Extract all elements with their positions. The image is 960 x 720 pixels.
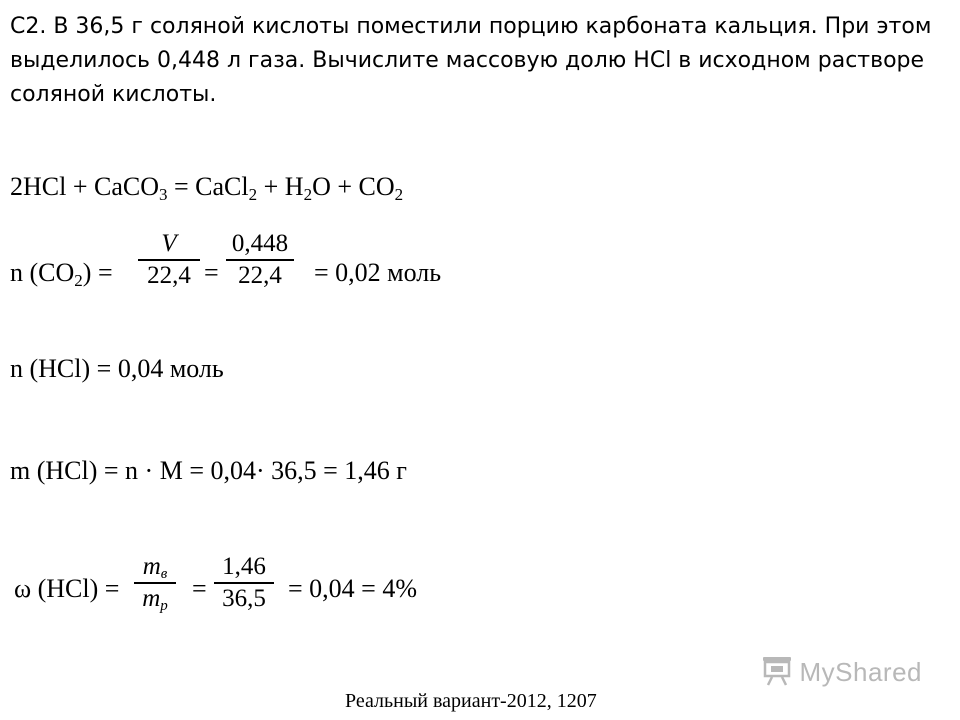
presentation-board-icon [760,654,794,691]
n-hcl-line: n (HCl) = 0,04 моль [10,354,224,383]
equation-part: + H [257,172,304,201]
source-caption: Реальный вариант-2012, 1207 [345,690,597,712]
mass-symbol: m [142,584,161,612]
formula-subscript: 2 [74,271,83,290]
equation-part: = CaCl [167,172,249,201]
fraction-denominator: 22,4 [147,261,191,289]
formula-part: n (CO [10,258,75,287]
reaction-equation [10,172,403,202]
equals-sign: = [192,574,207,603]
equation-subscript: 2 [303,185,313,204]
fraction-denominator: 22,4 [238,261,282,289]
myshared-logo [760,654,923,690]
n-co2-lhs [10,258,113,288]
fraction-numerator [134,552,176,582]
m-hcl-line: m (HCl) = n · M = 0,04· 36,5 = 1,46 г [10,456,407,485]
fraction-numerator: 0,448 [231,230,289,257]
omega-lhs: ω (HCl) = [14,574,120,603]
equation-part: O + CO [312,172,395,201]
equation-part: 2HCl + CaCO [10,172,160,201]
n-co2-result: = 0,02 моль [314,258,442,287]
equals-sign: = [204,258,219,287]
mass-symbol: m [142,553,161,580]
problem-statement: С2. В 36,5 г соляной кислоты поместили порцию карбоната кальция. При этом выделилось 0,448 л газа. Вычислите массовую долю HCl в исходном растворе соляной кислоты. [10,14,932,107]
omega-result: = 0,04 = 4% [288,574,417,603]
fraction-146-over-365 [214,552,274,614]
fraction-v-over-22-4 [138,229,200,291]
formula-part: ) = [82,258,113,287]
equation-subscript: 2 [248,185,258,204]
mass-subscript: в [160,566,168,582]
fraction-mass-ratio [134,552,176,614]
fraction-numerator: V [161,230,177,257]
equation-subscript: 2 [394,185,404,204]
fraction-numerator: 1,46 [222,553,266,580]
mass-subscript: р [160,597,168,614]
logo-text: MyShared [799,656,922,687]
fraction-0448-over-22-4 [226,229,294,291]
equation-subscript: 3 [159,185,168,204]
fraction-denominator [134,584,176,614]
fraction-denominator: 36,5 [222,584,266,612]
